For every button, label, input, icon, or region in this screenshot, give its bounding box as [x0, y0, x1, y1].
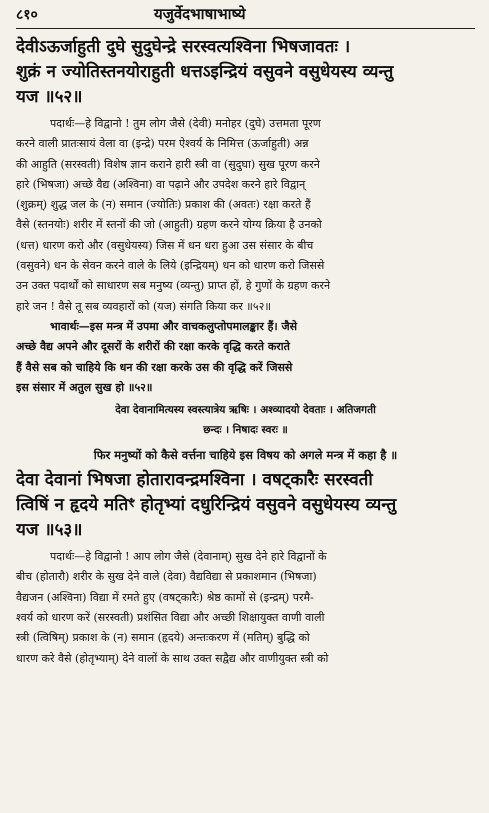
padartha-52 [16, 114, 475, 317]
meta-line: छन्दः । निषादः स्वरः ॥ [203, 424, 288, 437]
mantra-line: यज ॥५२॥ [16, 87, 83, 107]
prose-line: भावार्थः—इस मन्त्र में उपमा और वाचकलुप्तोपमालङ्कार हैं। जैसे [50, 319, 298, 333]
prose-line: बीच (होतारौ) शरीर के सुख देने वाले (देवा) वैद्यविद्या से प्रकाशमान (भिषजा) [16, 570, 317, 584]
prose-line: स्त्री (त्विषिम्) प्रकाश के (न) समान (हृदये) अन्तःकरण में (मतिम्) बुद्धि को [16, 631, 310, 645]
mantra-line: देवा देवानां भिषजा होतारावन्द्रमश्विना । वषट्कारैः सरस्वती [16, 470, 373, 491]
rishi-devata-line [16, 400, 475, 440]
prose-line: उन उक्त पदार्थों को साधारण सब मनुष्य (व्यन्तु) प्राप्त हों, हे गुणों के ग्रहण करने [16, 279, 331, 293]
prose-line: वैसे (स्तनयोः) शरीर में स्तनों की जो (आहुती) ग्रहण करने योग्य क्रिया है उनको [16, 218, 322, 232]
mantra-line: शुक्रं न ज्योतिस्तनयोराहुती धत्तऽइन्द्रियं वसुवने वसुधेयस्य व्यन्तु [16, 62, 394, 82]
meta-line: देवा देवानामित्यस्य स्वस्त्यात्रेय ऋषिः । अश्व्यादयो देवताः । अतिजगती [115, 404, 376, 417]
mantra-53 [16, 468, 475, 543]
prose-line: वैद्यजन (अश्विना) विद्या में रमते हुए (वषट्कारैः) श्रेष्ठ कामों से (इन्द्रम्) परमै- [16, 590, 314, 604]
mantra-line: त्विषिं न हृदये मतिꣳ होतृभ्यां दधुरिन्द्रियं वसुवने वसुधेयस्य व्यन्तु [16, 495, 397, 516]
prose-line: हारे जन ! वैसे तू सब व्यवहारों को (यज) संगति किया कर ॥५२॥ [16, 299, 271, 313]
prose-line: की आहुति (सरस्वती) विशेष ज्ञान कराने हारी स्त्री वा (सुदुघा) सुख पूरण करने [16, 157, 320, 171]
running-title: यजुर्वेदभाषाभाष्ये [154, 5, 246, 23]
prose-line: श्वर्य को धारण करें (सरस्वती) प्रशंसित विद्या और अच्छी शिक्षायुक्त वाणी वाली [16, 611, 325, 625]
prose-line: (शुक्रम्) शुद्ध जल के (न) समान (ज्योतिः) प्रकाश की (अवतः) रक्षा करते हैं [16, 198, 311, 212]
page-header [16, 4, 475, 29]
bhavartha-52 [16, 317, 475, 398]
prose-line: (वसुवने) धन के सेवन करने वाले के लिये (इन्द्रियम्) धन को धारण करो जिससे [16, 259, 325, 273]
page-number: ८१० [16, 7, 38, 23]
prose-line: पदार्थः—हे विद्वानो ! आप लोग जैसे (देवानाम्) सुख देने हारे विद्वानों के [50, 550, 327, 564]
prose-line: इस संसार में अतुल सुख हो ॥५२॥ [16, 380, 153, 394]
prose-line: अच्छे वैद्य अपने और दूसरों के शरीरों की रक्षा करके वृद्धि करते कराते [16, 340, 290, 354]
prose-line: हारे (भिषजा) अच्छे वैद्य (अश्विना) वा पढ़ाने और उपदेश करने हारे विद्वान् [16, 177, 306, 191]
prose-line: करने वाली प्रातःसायं वेला वा (इन्द्रे) परम ऐश्वर्य के निमित्त (ऊर्जाहुती) अन्न [16, 137, 309, 151]
prose-line: पदार्थः—हे विद्वानो ! तुम लोग जैसे (देवी) मनोहर (दुघे) उत्तमता पूरण [50, 117, 321, 130]
padartha-53 [16, 547, 475, 669]
prose-line: धारण करे वैसे (होतृभ्याम्) देने वालों के साथ उक्त सद्वैद्य और वाणीयुक्त स्त्री को [16, 651, 329, 665]
prose-line: हैं वैसे सब को चाहिये कि धन की रक्षा करके उस की वृद्धि करें जिससे [16, 360, 293, 374]
mantra-line: यज ॥५३॥ [16, 520, 83, 541]
lead-in-53: फिर मनुष्यों को कैसे वर्त्तना चाहिये इस विषय को अगले मन्त्र में कहा है ॥ [93, 448, 398, 463]
mantra-52 [16, 35, 475, 110]
prose-line: (धत्त) धारण करो और (वसुधेयस्य) जिस में धन धरा हुआ उस संसार के बीच [16, 238, 314, 252]
mantra-line: देवीऽऊर्जाहुती दुघे सुदुघेन्द्रे सरस्वत्यश्विना भिषजावतः । [16, 37, 351, 57]
